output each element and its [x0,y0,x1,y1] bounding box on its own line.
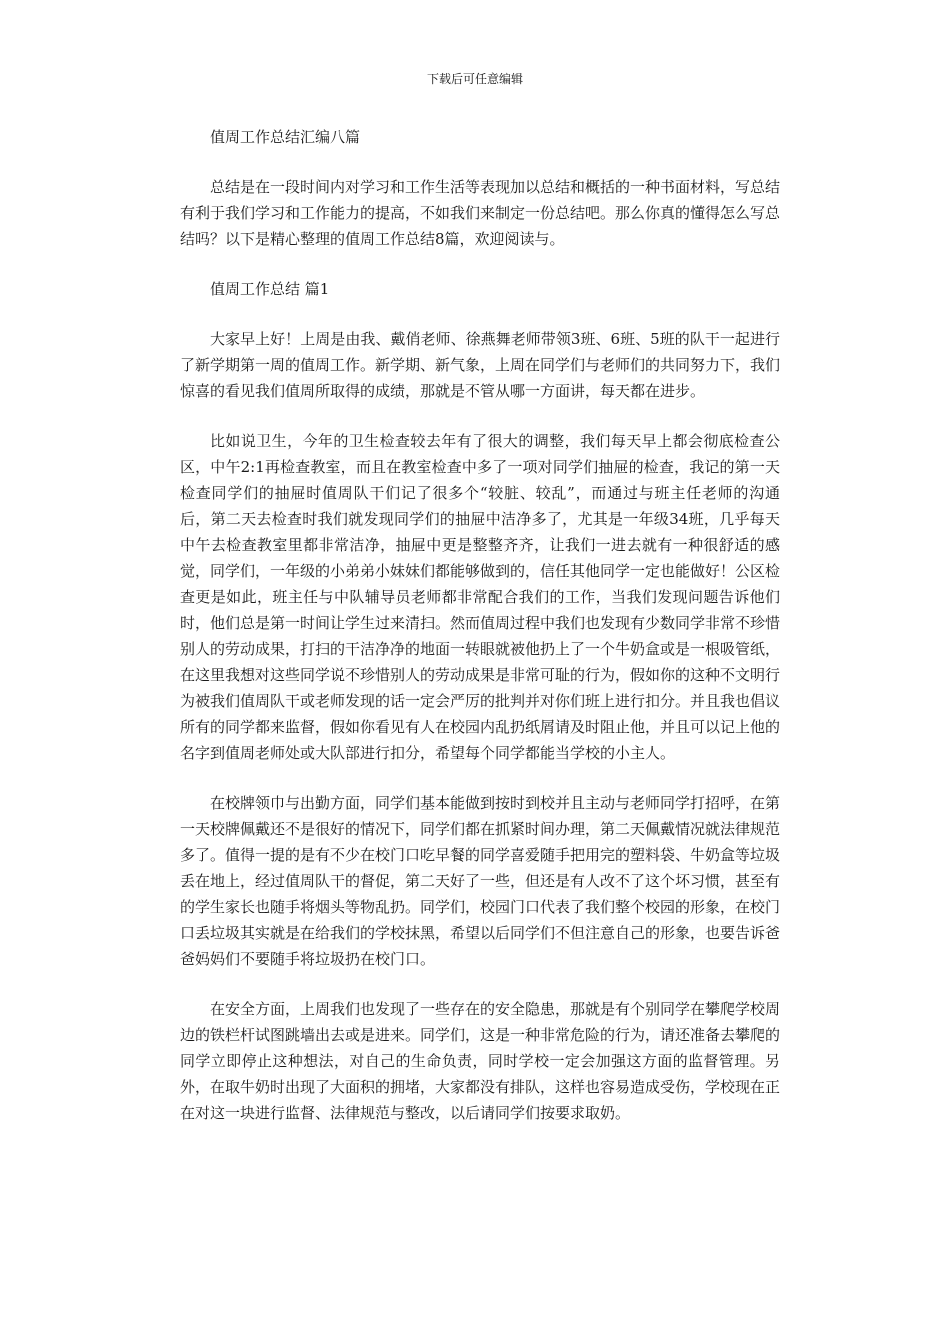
document-title: 值周工作总结汇编八篇 [210,128,361,146]
body-paragraph: 在安全方面，上周我们也发现了一些存在的安全隐患，那就是有个别同学在攀爬学校周边的铁栏杆试图跳墙出去或是进来。同学们，这是一种非常危险的行为，请还准备去攀爬的同学立即停止这种想法，对自己的生命负责，同时学校一定会加强这方面的监督管理。另外，在取牛奶时出现了大面积的拥堵，大家都没有排队，这样也容易造成受伤，学校现在正在对这一块进行监督、法律规范与整改，以后请同学们按要求取奶。 [180,1000,781,1122]
section-title: 值周工作总结 篇1 [210,280,330,298]
body-paragraph: 比如说卫生，今年的卫生检查较去年有了很大的调整，我们每天早上都会彻底检查公区，中午2:1再检查教室，而且在教室检查中多了一项对同学们抽屉的检查，我记的第一天检查同学们的抽屉时值周队干们记了很多个“较脏、较乱”，而通过与班主任老师的沟通后，第二天去检查时我们就发现同学们的抽屉中洁净多了，尤其是一年级34班，几乎每天中午去检查教室里都非常洁净，抽屉中更是整整齐齐，让我们一进去就有一种很舒适的感觉，同学们，一年级的小弟弟小妹妹们都能够做到的，信任其他同学一定也能做好！公区检查更是如此，班主任与中队辅导员老师都非常配合我们的工作，当我们发现问题告诉他们时，他们总是第一时间让学生过来清扫。然而值周过程中我们也发现有少数同学非常不珍惜别人的劳动成果，打扫的干洁净净的地面一转眼就被他扔上了一个牛奶盒或是一根吸管纸，在这里我想对这些同学说不珍惜别人的劳动成果是非常可耻的行为，假如你的这种不文明行为被我们值周队干或老师发现的话一定会严厉的批判并对你们班上进行扣分。并且我也倡议所有的同学都来监督，假如你看见有人在校园内乱扔纸屑请及时阻止他，并且可以记上他的名字到值周老师处或大队部进行扣分，希望每个同学都能当学校的小主人。 [180,432,781,762]
document-body [180,124,780,1150]
intro-paragraph: 总结是在一段时间内对学习和工作生活等表现加以总结和概括的一种书面材料，写总结有利于我们学习和工作能力的提高，不如我们来制定一份总结吧。那么你真的懂得怎么写总结吗？以下是精心整理的值周工作总结8篇，欢迎阅读与。 [180,178,781,248]
page-header-note: 下载后可任意编辑 [426,72,523,86]
body-paragraph: 在校牌领巾与出勤方面，同学们基本能做到按时到校并且主动与老师同学打招呼，在第一天校牌佩戴还不是很好的情况下，同学们都在抓紧时间办理，第二天佩戴情况就法律规范多了。值得一提的是有不少在校门口吃早餐的同学喜爱随手把用完的塑料袋、牛奶盒等垃圾丢在地上，经过值周队干的督促，第二天好了一些，但还是有人改不了这个坏习惯，甚至有的学生家长也随手将烟头等物乱扔。同学们，校园门口代表了我们整个校园的形象，在校门口丢垃圾其实就是在给我们的学校抹黑，希望以后同学们不但注意自己的形象，也要告诉爸爸妈妈们不要随手将垃圾扔在校门口。 [180,794,781,968]
body-paragraph: 大家早上好！上周是由我、戴俏老师、徐燕舞老师带领3班、6班、5班的队干一起进行了新学期第一周的值周工作。新学期、新气象，上周在同学们与老师们的共同努力下，我们惊喜的看见我们值周所取得的成绩，那就是不管从哪一方面讲，每天都在进步。 [180,330,781,400]
